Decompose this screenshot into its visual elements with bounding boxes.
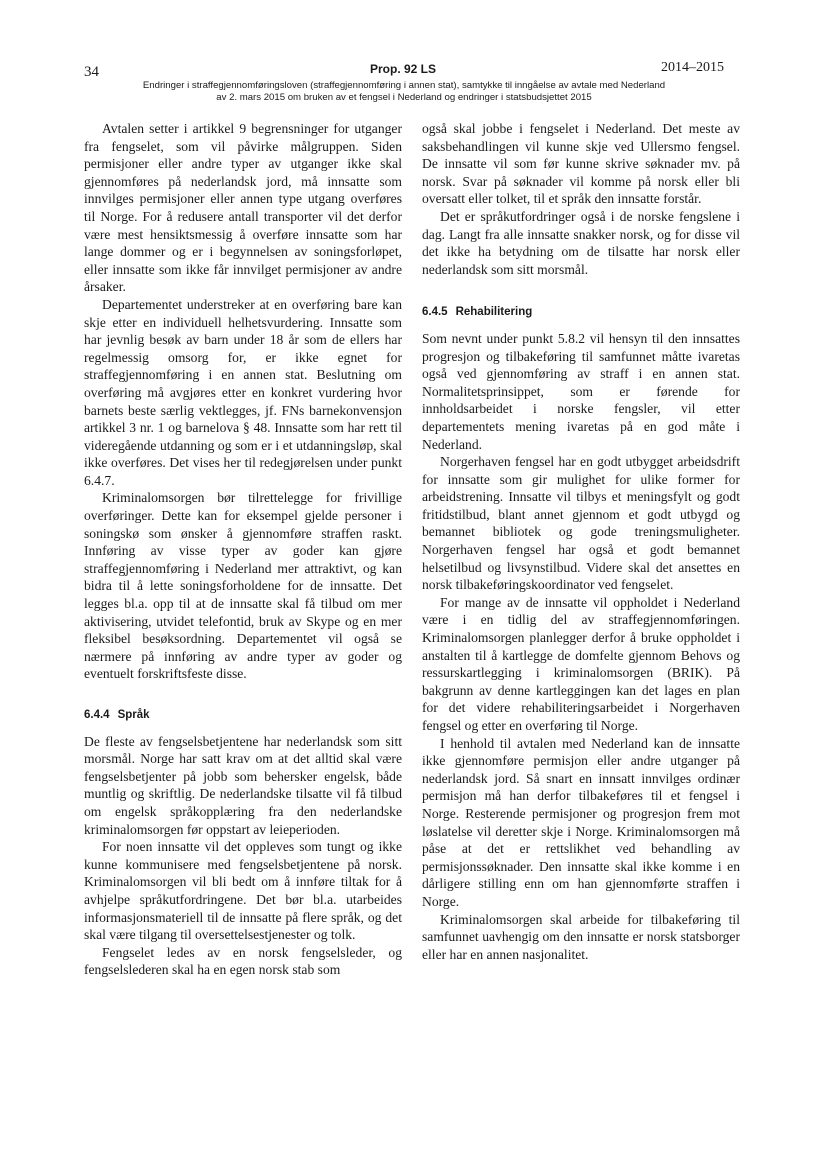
page-number: 34 xyxy=(84,64,99,80)
paragraph: Kriminalomsorgen skal arbeide for tilbakeføring til samfunnet uavhengig om den innsatte er norsk statsborger eller har en annen nasjonalitet. xyxy=(422,911,740,962)
running-title-line: av 2. mars 2015 om bruken av et fengsel i Nederland og endringer i statsbudsjettet 2015 xyxy=(216,92,592,103)
document-id: Prop. 92 LS xyxy=(370,62,437,76)
paragraph: Avtalen setter i artikkel 9 begrensninger for utganger fra fengselet, som vil påvirke målgruppen. Siden permisjoner eller andre typer av utganger ikke skal gjennomføres på nederlandsk jord, må innsatte som innvilges permisjoner eller annen type utgang overføres til Norge. For å redusere antall transporter vil det derfor være mest hensiktsmessig å overføre innsatte som har lange dommer og er i begynnelsen av soningsforløpet, eller innsatte som ikke får innvilget permisjoner av andre årsaker. xyxy=(84,121,402,295)
paragraph: For noen innsatte vil det oppleves som tungt og ikke kunne kommunisere med fengselsbetjentene på norsk. Kriminalomsorgen vil bli bedt om å innføre tiltak for å avhjelpe språkutfordringene. Det bør bl.a. utarbeides informasjonsmateriell til de innsatte på flere språk, og det skal være tilgang til oversettelsestjenester og tolk. xyxy=(84,839,402,943)
paragraph: også skal jobbe i fengselet i Nederland. Det meste av saksbehandlingen vil kunne skje ved Ullersmo fengsel. De innsatte vil som før kunne skrive søknader mv. på norsk. Svar på søknader vil komme på norsk eller bli oversatt eller tolket, til et språk den innsatte forstår. xyxy=(422,121,740,207)
paragraph: Kriminalomsorgen bør tilrettelegge for frivillige overføringer. Dette kan for eksempel gjelde personer i soningskø som ønsker å gjennomføre straffen raskt. Innføring av visse typer av goder kan gjøre straffegjennomføring i Nederland mer attraktivt, og kan bidra til å lette soningsforholdene for de innsatte. Det legges bl.a. opp til at de innsatte skal få tilbud om mer aktivisering, utvidet telefontid, bruk av Skype og en mer fleksibel besøksordning. Departementet vil også se nærmere på innføring av andre typer av goder og eventuelt forskriftsfeste disse. xyxy=(84,490,402,682)
paragraph: Det er språkutfordringer også i de norske fengslene i dag. Langt fra alle innsatte snakker norsk, og for disse vil det ikke ha betydning om de tilsatte har norsk eller nederlandsk som sitt morsmål. xyxy=(422,208,740,277)
paragraph: Fengselet ledes av en norsk fengselsleder, og fengselslederen skal ha en egen norsk stab som xyxy=(84,944,402,978)
section-heading-sprak xyxy=(84,707,402,725)
section-heading-rehabilitering xyxy=(422,304,740,322)
section-title: Rehabilitering xyxy=(455,306,533,319)
paragraph: De fleste av fengselsbetjentene har nederlandsk som sitt morsmål. Norge har satt krav om at det alltid skal være fengselsbetjenter på jobb som behersker engelsk, både muntlig og skriftlig. De nederlandske tilsatte vil få tilbud om engelsk språkopplæring fra den nederlandske kriminalomsorgen før oppstart av leieperioden. xyxy=(84,733,402,837)
paragraph: For mange av de innsatte vil oppholdet i Nederland være i en tidlig del av straffegjennomføringen. Kriminalomsorgen planlegger derfor å bruke oppholdet i anstalten til å kartlegge de domfelte gjennom Behovs og ressurskartlegging i kriminalomsorgen (BRIK). På bakgrunn av denne kartleggingen kan det lages en plan for det videre rehabiliteringsarbeidet i Norgerhaven fengsel og etter en overføring til Norge. xyxy=(422,594,740,733)
section-title: Språk xyxy=(117,709,150,721)
session-year: 2014–2015 xyxy=(661,60,724,75)
left-column xyxy=(84,120,402,979)
paragraph: Norgerhaven fengsel har en godt utbygget arbeidsdrift for innsatte som gir mulighet for ulike former for arbeidstrening. Innsatte vil tilbys et meningsfylt og godt fritidstilbud, blant annet gjennom et godt utbygd og bemannet bibliotek og gode treningsmuligheter. Norgerhaven fengsel har også et godt bemannet helsetilbud og livsynstilbud. Videre skal det ansettes en norsk tilbakeføringskoordinator ved fengselet. xyxy=(422,454,740,593)
paragraph: Som nevnt under punkt 5.8.2 vil hensyn til den innsattes progresjon og tilbakeføring til samfunnet måtte ivaretas også ved gjennomføring av straff i en annen stat. Normalitetsprinsippet, som er førende for innholdsarbeidet i norske fengsler, vil etter departementets mening ivaretas på en god måte i Nederland. xyxy=(422,330,740,452)
paragraph: Departementet understreker at en overføring bare kan skje etter en individuell helhetsvurdering. Innsatte som har jevnlig besøk av barn under 18 år som de ellers har regelmessig omsorg for, er ikke egnet for straffegjennomføring i en annen stat. Beslutning om overføring må avgjøres etter en konkret vurdering hvor barnets beste særlig vektlegges, jf. FNs barnekonvensjon artikkel 3 nr. 1 og barnelova § 48. Innsatte som har rett til videregående utdanning og som er i et utdanningsløp, skal ikke overføres. Det vises her til redegjørelsen under punkt 6.4.7. xyxy=(84,296,402,488)
running-title-line: Endringer i straffegjennomføringsloven (straffegjennomføring i annen stat), samtykke til inngåelse av avtale med Nederland xyxy=(142,80,666,91)
section-number: 6.4.4 xyxy=(84,709,110,721)
section-number: 6.4.5 xyxy=(422,306,448,319)
running-title xyxy=(84,80,724,104)
paragraph: I henhold til avtalen med Nederland kan de innsatte ikke gjennomføre permisjon eller andre utganger på nederlandsk jord. Så snart en innsatt innvilges ordinær permisjon må han derfor tilbakeføres til et fengsel i Norge. Resterende permisjoner og progresjon frem mot løslatelse vil deretter skje i Norge. Kriminalomsorgen må påse at det er rettslikhet ved behandling av permisjonssøknader. Den innsatte skal ikke komme i en dårligere stilling enn om han gjennomførte straffen i Norge. xyxy=(422,735,740,909)
right-column xyxy=(422,120,740,963)
